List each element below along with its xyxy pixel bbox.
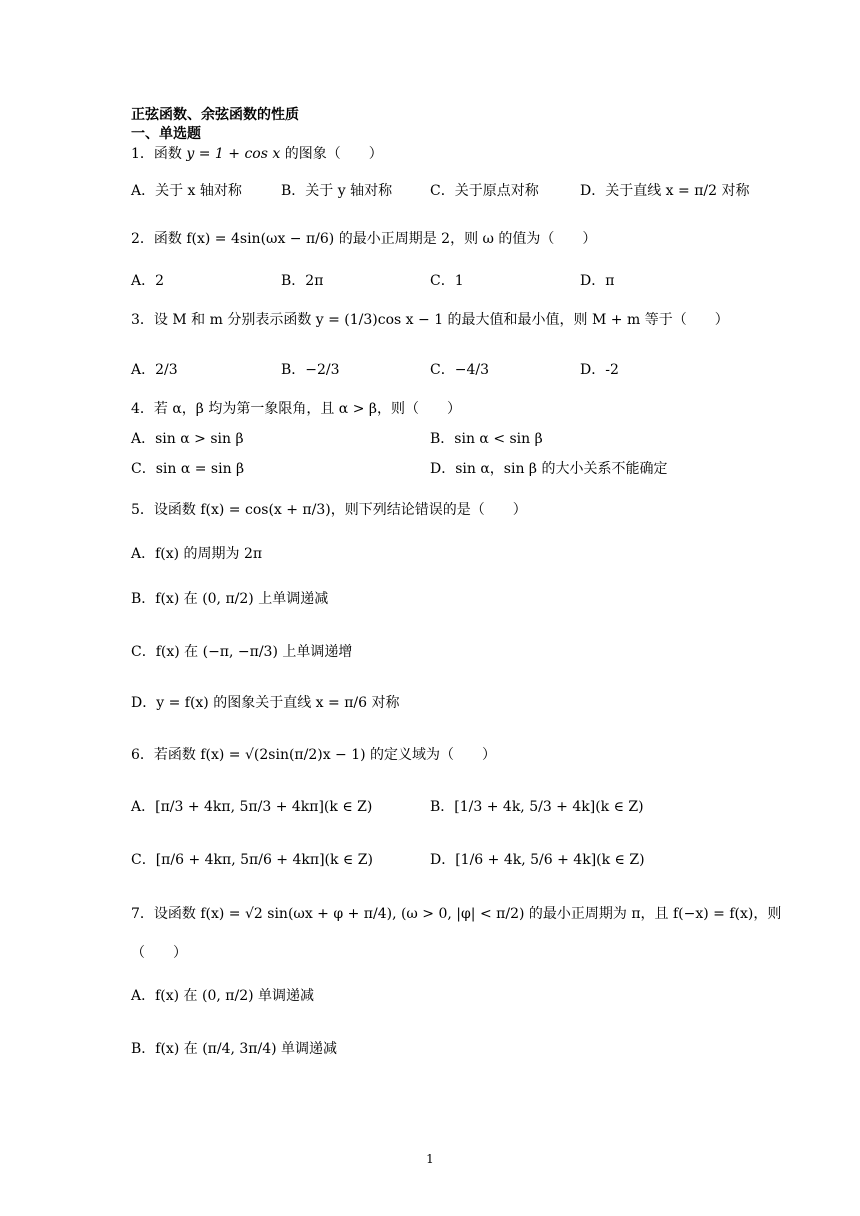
q6-option-c: C．[π/6 + 4kπ, 5π/6 + 4kπ](k ∈ Z): [131, 852, 373, 868]
q3-option-b: B．−2/3: [281, 362, 340, 378]
q6-option-b: B．[1/3 + 4k, 5/3 + 4k](k ∈ Z): [430, 799, 644, 815]
question-6-stem: 6．若函数 f(x) = √(2sin(π/2)x − 1) 的定义域为（ ）: [131, 747, 497, 763]
q2-option-c: C．1: [430, 273, 464, 289]
q3-option-a: A．2/3: [131, 362, 178, 378]
q1-option-b: B．关于 y 轴对称: [281, 183, 393, 199]
question-1-stem: 1．函数 y = 1 + cos x 的图象（ ）: [131, 146, 383, 162]
q3-option-c: C．−4/3: [430, 362, 489, 378]
question-7-stem-cont: （ ）: [131, 945, 187, 961]
q1-option-a: A．关于 x 轴对称: [131, 183, 242, 199]
question-3-stem: 3．设 M 和 m 分别表示函数 y = (1/3)cos x − 1 的最大值和最小值，则 M + m 等于（ ）: [131, 312, 729, 328]
q5-option-d: D．y = f(x) 的图象关于直线 x = π/6 对称: [131, 695, 400, 711]
doc-title: 正弦函数、余弦函数的性质: [131, 107, 299, 123]
page-number: 1: [426, 1152, 434, 1166]
q1-option-c: C．关于原点对称: [430, 183, 539, 199]
question-4-stem: 4．若 α，β 均为第一象限角，且 α > β，则（ ）: [131, 401, 461, 417]
q2-option-d: D．π: [580, 273, 615, 289]
q2-option-a: A．2: [131, 273, 165, 289]
q4-option-b: B．sin α < sin β: [430, 431, 543, 447]
q7-option-b: B．f(x) 在 (π/4, 3π/4) 单调递减: [131, 1041, 338, 1057]
q4-option-c: C．sin α = sin β: [131, 461, 245, 477]
q2-option-b: B．2π: [281, 273, 324, 289]
q1-option-d: D．关于直线 x = π/2 对称: [580, 183, 750, 199]
q5-option-a: A．f(x) 的周期为 2π: [131, 546, 263, 562]
q4-option-a: A．sin α > sin β: [131, 431, 244, 447]
question-2-stem: 2．函数 f(x) = 4sin(ωx − π/6) 的最小正周期是 2，则 ω 的值为（ ）: [131, 231, 597, 247]
q6-option-d: D．[1/6 + 4k, 5/6 + 4k](k ∈ Z): [430, 852, 645, 868]
q4-option-d: D．sin α，sin β 的大小关系不能确定: [430, 461, 668, 477]
q5-option-b: B．f(x) 在 (0, π/2) 上单调递减: [131, 591, 329, 607]
q5-option-c: C．f(x) 在 (−π, −π/3) 上单调递增: [131, 644, 353, 660]
q7-option-a: A．f(x) 在 (0, π/2) 单调递减: [131, 988, 315, 1004]
q3-option-d: D．-2: [580, 362, 619, 378]
question-5-stem: 5．设函数 f(x) = cos(x + π/3)，则下列结论错误的是（ ）: [131, 502, 527, 518]
question-7-stem: 7．设函数 f(x) = √2 sin(ωx + φ + π/4), (ω > 0, |φ| < π/2) 的最小正周期为 π，且 f(−x) = f(x)，则: [131, 906, 782, 922]
q6-option-a: A．[π/3 + 4kπ, 5π/3 + 4kπ](k ∈ Z): [131, 799, 373, 815]
section-heading: 一、单选题: [131, 126, 201, 142]
